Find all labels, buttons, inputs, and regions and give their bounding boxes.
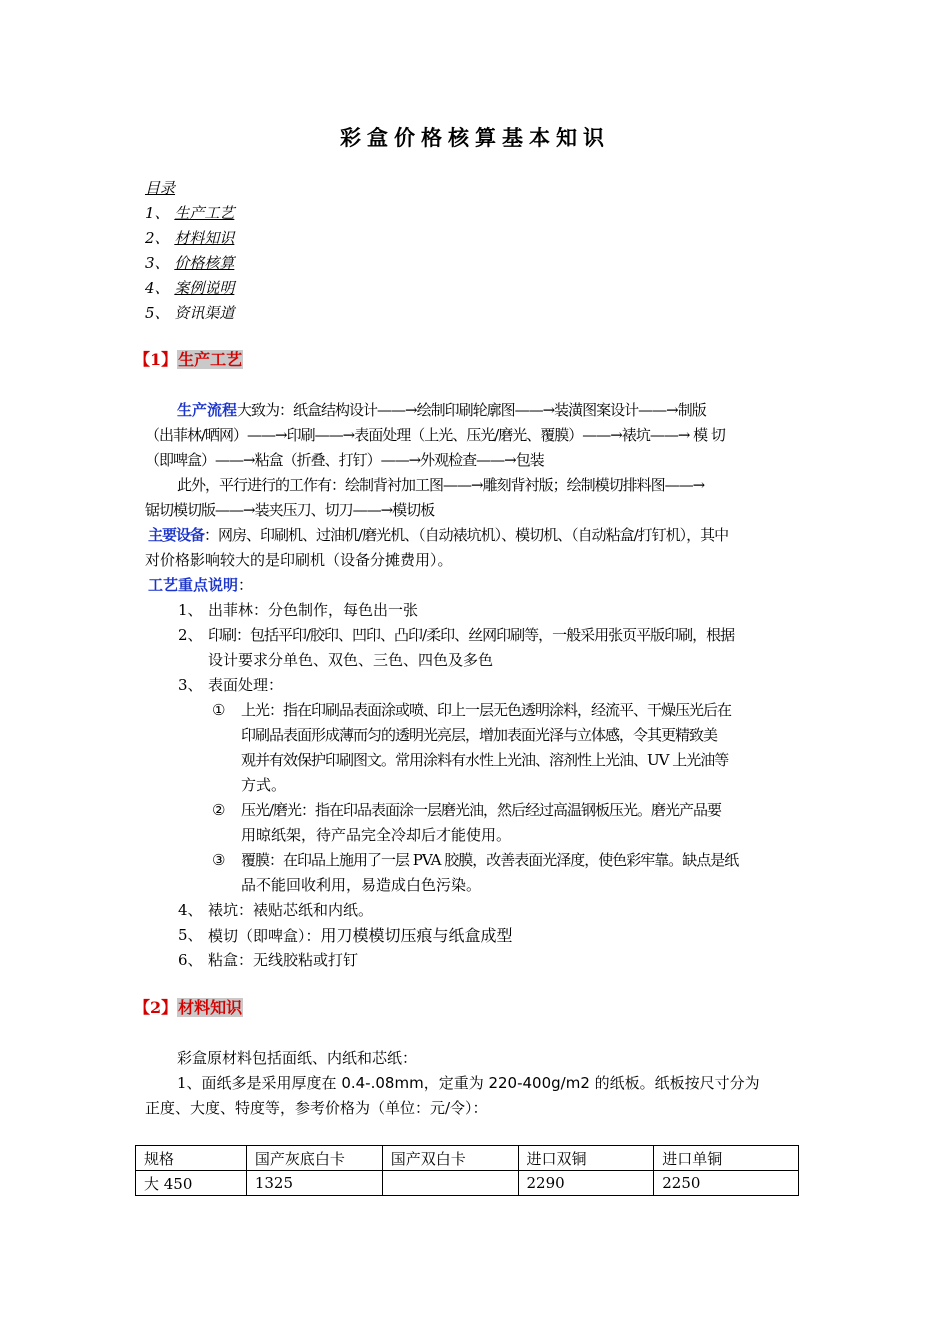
flow-line-3: （即啤盒）——→粘盒（折叠、打钉）——→外观检查——→包装 xyxy=(145,451,544,469)
table-header-cell: 国产灰底白卡 xyxy=(246,1146,382,1171)
table-cell: 大 450 xyxy=(136,1171,247,1196)
process-item-5: 模切（即啤盒）：用刀模模切压痕与纸盒成型 xyxy=(208,926,513,945)
process-item-num-4: 4、 xyxy=(178,901,203,919)
section-heading-2: 【2】材料知识 xyxy=(134,998,243,1017)
process-item-2-line-1: 印刷：包括平印/胶印、凹印、凸印/柔印、丝网印刷等，一般采用张页平版印刷，根据 xyxy=(208,626,735,644)
materials-intro: 彩盒原材料包括面纸、内纸和芯纸： xyxy=(177,1049,418,1067)
toc-heading: 目录 xyxy=(145,179,176,197)
process-item-3: 表面处理： xyxy=(208,676,284,694)
table-of-contents xyxy=(145,176,234,326)
equipment-line-2: 对价格影响较大的是印刷机（设备分摊费用）。 xyxy=(145,551,453,569)
toc-text-5: 资讯渠道 xyxy=(174,304,235,322)
toc-item-4[interactable]: 4、 案例说明 xyxy=(145,279,235,297)
process-item-num-1: 1、 xyxy=(178,601,203,619)
process-item-4: 裱坑：裱贴芯纸和内纸。 xyxy=(208,901,374,919)
sub-item-num-2: ② xyxy=(212,801,226,819)
toc-item-2[interactable]: 2、 材料知识 xyxy=(145,229,235,247)
toc-item-3[interactable]: 3、 价格核算 xyxy=(145,254,235,272)
flow-line-1: 生产流程大致为：纸盒结构设计——→绘制印刷轮廓图——→装潢图案设计——→制版 xyxy=(177,401,706,419)
process-heading: 工艺重点说明： xyxy=(148,576,254,594)
sub-item-1-line-4: 方式。 xyxy=(241,776,287,794)
section-heading-1: 【1】生产工艺 xyxy=(134,350,243,369)
toc-link-2[interactable]: 材料知识 xyxy=(174,229,235,247)
table-cell xyxy=(382,1171,518,1196)
process-item-num-6: 6、 xyxy=(178,951,203,969)
process-item-num-5: 5、 xyxy=(178,926,203,944)
table-header-cell: 国产双白卡 xyxy=(382,1146,518,1171)
process-item-6: 粘盒：无线胶粘或打钉 xyxy=(208,951,359,969)
process-item-2-line-2: 设计要求分单色、双色、三色、四色及多色 xyxy=(208,651,494,669)
toc-link-4[interactable]: 案例说明 xyxy=(174,279,235,297)
sub-item-num-3: ③ xyxy=(212,851,226,869)
toc-link-1[interactable]: 生产工艺 xyxy=(174,204,235,222)
table-header-cell: 进口单铜 xyxy=(654,1146,799,1171)
paper-price-table xyxy=(135,1145,799,1196)
toc-link-3[interactable]: 价格核算 xyxy=(174,254,235,272)
process-item-1: 出菲林：分色制作，每色出一张 xyxy=(208,601,419,619)
sub-item-3-line-2: 品不能回收利用，易造成白色污染。 xyxy=(241,876,482,894)
sub-item-1-line-3: 观并有效保护印刷图文。常用涂料有水性上光油、溶剂性上光油、UV 上光油等 xyxy=(241,751,729,769)
toc-item-5: 5、 资讯渠道 xyxy=(145,304,235,322)
sub-item-num-1: ① xyxy=(212,701,226,719)
table-row xyxy=(136,1171,799,1196)
table-cell: 2290 xyxy=(518,1171,654,1196)
toc-item-1[interactable]: 1、 生产工艺 xyxy=(145,204,235,222)
table-header-cell: 进口双铜 xyxy=(518,1146,654,1171)
sub-item-2-line-1: 压光/磨光：指在印品表面涂一层磨光油，然后经过高温钢板压光。磨光产品要 xyxy=(241,801,722,819)
table-cell: 1325 xyxy=(246,1171,382,1196)
equipment-line-1: 主要设备：网房、印刷机、过油机/磨光机、（自动裱坑机）、模切机、（自动粘盒/打钉机），其中 xyxy=(148,526,729,544)
parallel-line-2: 锯切模切版——→装夹压刀、切刀——→模切板 xyxy=(145,501,435,519)
sub-item-2-line-2: 用晾纸架，待产品完全冷却后才能使用。 xyxy=(241,826,512,844)
table-header-cell: 规格 xyxy=(136,1146,247,1171)
materials-line-1: 1、面纸多是采用厚度在 0.4-.08mm，定重为 220-400g/m2 的纸板。纸板按尺寸分为 xyxy=(177,1074,760,1092)
sub-item-3-line-1: 覆膜：在印品上施用了一层 PVA 胶膜，改善表面光泽度，使色彩牢靠。缺点是纸 xyxy=(241,851,739,869)
sub-item-1-line-2: 印刷品表面形成薄而匀的透明光亮层，增加表面光泽与立体感，令其更精致美 xyxy=(241,726,718,744)
table-cell: 2250 xyxy=(654,1171,799,1196)
flow-line-2: （出菲林/晒网）——→印刷——→表面处理（上光、压光/磨光、覆膜）——→裱坑——→ 模 切 xyxy=(145,426,725,444)
parallel-line-1: 此外，平行进行的工作有：绘制背衬加工图——→雕刻背衬版；绘制模切排料图——→ xyxy=(177,476,705,494)
table-header-row xyxy=(136,1146,799,1171)
page-title: 彩盒价格核算基本知识 xyxy=(340,126,610,150)
process-item-num-3: 3、 xyxy=(178,676,203,694)
process-item-num-2: 2、 xyxy=(178,626,203,644)
sub-item-1-line-1: 上光：指在印刷品表面涂或喷、印上一层无色透明涂料，经流平、干燥压光后在 xyxy=(241,701,732,719)
materials-line-2: 正度、大度、特度等，参考价格为（单位：元/令）： xyxy=(145,1099,488,1117)
